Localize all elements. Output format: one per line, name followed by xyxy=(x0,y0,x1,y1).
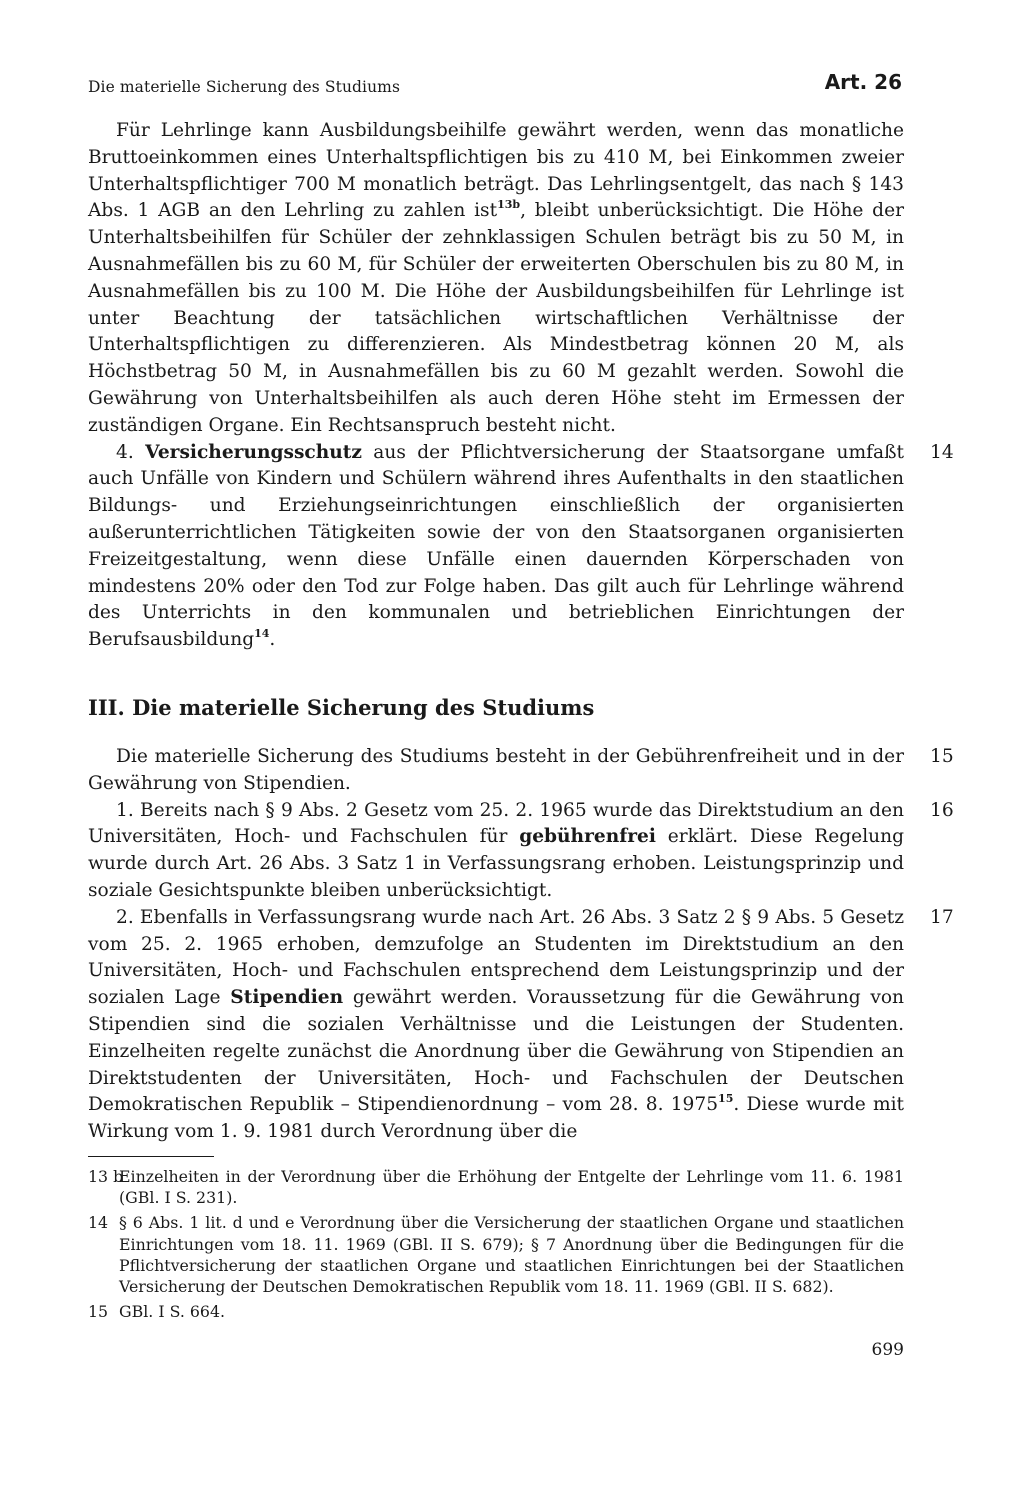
margin-number: 14 xyxy=(930,441,954,463)
paragraph-apprentice-allowance: Für Lehrlinge kann Ausbildungsbeihilfe gewährt werden, wenn das monatliche Bruttoeinkommen eines Unterhaltspflichtigen bis zu 410 M, bei Einkommen zweier Unterhaltspflichtiger 700 M monatlich beträgt. Das Lehrlingsentgelt, das nach § 143 Abs. 1 AGB an den Lehrling zu zahlen ist$^{13b}$, bleibt unberücksichtigt. Die Höhe der Unterhaltsbeihilfen für Schüler der zehnklassigen Schulen beträgt bis zu 50 M, in Ausnahmefällen bis zu 60 M, für Schüler der erweiterten Oberschulen bis zu 80 M, in Ausnahmefällen bis zu 100 M. Die Höhe der Ausbildungsbeihilfen für Lehrlinge ist unter Beachtung der tatsächlichen wirtschaftlichen Verhältnisse der Unterhaltspflichtigen zu differenzieren. Als Mindestbetrag können 20 M, als Höchstbetrag 50 M, in Ausnahmefällen bis zu 60 M gezahlt werden. Sowohl die Gewährung von Unterhaltsbeihilfen als auch deren Höhe steht im Ermessen der zuständigen Organe. Ein Rechtsanspruch besteht nicht. xyxy=(88,120,904,436)
footnote-15: 15 GBl. I S. 664. xyxy=(88,1302,226,1322)
margin-number: 15 xyxy=(930,745,954,767)
article-label: Art. 26 xyxy=(824,70,902,94)
footnote-ref-14[interactable]: 14 xyxy=(254,627,270,641)
footnote-14: 14 § 6 Abs. 1 lit. d und e Verordnung über die Versicherung der staatlichen Organe und staatlichen Einrichtungen vom 18. 11. 1969 (GBl. II S. 679); § 7 Anordnung über die Bedingungen für die Pflichtversicherung der staatlichen Organe und staatlichen Einrichtungen bei der Staatlichen Versicherung der Deutschen Demokratischen Republik vom 18. 11. 1969 (GBl. II S. 682). xyxy=(88,1213,904,1297)
paragraph-fee-free: 16 1. Bereits nach § 9 Abs. 2 Gesetz vom 25. 2. 1965 wurde das Direktstudium an den Universitäten, Hoch- und Fachschulen für gebührenfrei erklärt. Diese Regelung wurde durch Art. 26 Abs. 3 Satz 1 in Verfassungsrang erhoben. Leistungsprinzip und soziale Gesichtspunkte bleiben unberücksichtigt. xyxy=(88,799,954,901)
section-heading: III. Die materielle Sicherung des Studiums xyxy=(88,694,595,720)
paragraph-scholarships: 17 2. Ebenfalls in Verfassungsrang wurde nach Art. 26 Abs. 3 Satz 2 § 9 Abs. 5 Gesetz vom 25. 2. 1965 erhoben, demzufolge an Studenten im Direktstudium an den Universitäten, Hoch- und Fachschulen entsprechend dem Leistungsprinzip und der sozialen Lage Stipendien gewährt werden. Voraussetzung für die Gewährung von Stipendien sind die sozialen Verhältnisse und die Leistungen der Studenten. Einzelheiten regelte zunächst die Anordnung über die Gewährung von Stipendien an Direktstudenten der Universitäten, Hoch- und Fachschulen der Deutschen Demokratischen Republik – Stipendienordnung – vom 28. 8. 1975$^{15}$. Diese wurde mit Wirkung vom 1. 9. 1981 durch Verordnung über die xyxy=(88,906,954,1143)
keyword-bold: Versicherungsschutz xyxy=(145,441,362,463)
footnote-ref-13b[interactable]: 13b xyxy=(497,198,521,212)
paragraph-study-security: 15 Die materielle Sicherung des Studiums besteht in der Gebührenfreiheit und in der Gewährung von Stipendien. xyxy=(88,745,954,794)
paragraph-insurance: 14 4. Versicherungsschutz aus der Pflichtversicherung der Staatsorgane umfaßt auch Unfälle von Kindern und Schülern während ihres Aufenthalts in den staatlichen Bildungs- und Erziehungseinrichtungen einschließlich der organisierten außerunterrichtlichen Tätigkeiten sowie der von den Staatsorganen organisierten Freizeitgestaltung, wenn diese Unfälle einen dauernden Körperschaden von mindestens 20% oder den Tod zur Folge haben. Das gilt auch für Lehrlinge während des Unterrichts in den kommunalen und betrieblichen Einrichtungen der Berufsausbildung$^{14}$. xyxy=(88,441,954,651)
running-head: Die materielle Sicherung des Studiums xyxy=(88,78,401,96)
footnote-divider xyxy=(88,1156,214,1157)
margin-number: 17 xyxy=(930,906,954,928)
page-number: 699 xyxy=(871,1340,904,1360)
footnote-ref-15[interactable]: 15 xyxy=(718,1092,734,1106)
margin-number: 16 xyxy=(930,799,954,821)
footnotes xyxy=(88,1166,904,1326)
footnote-13b: 13 b Einzelheiten in der Verordnung über die Erhöhung der Entgelte der Lehrlinge vom 11. 6. 1981 (GBl. I S. 231). xyxy=(88,1167,904,1208)
body-text xyxy=(88,118,954,1146)
keyword-bold: Stipendien xyxy=(230,987,344,1009)
keyword-bold: gebührenfrei xyxy=(519,826,656,848)
